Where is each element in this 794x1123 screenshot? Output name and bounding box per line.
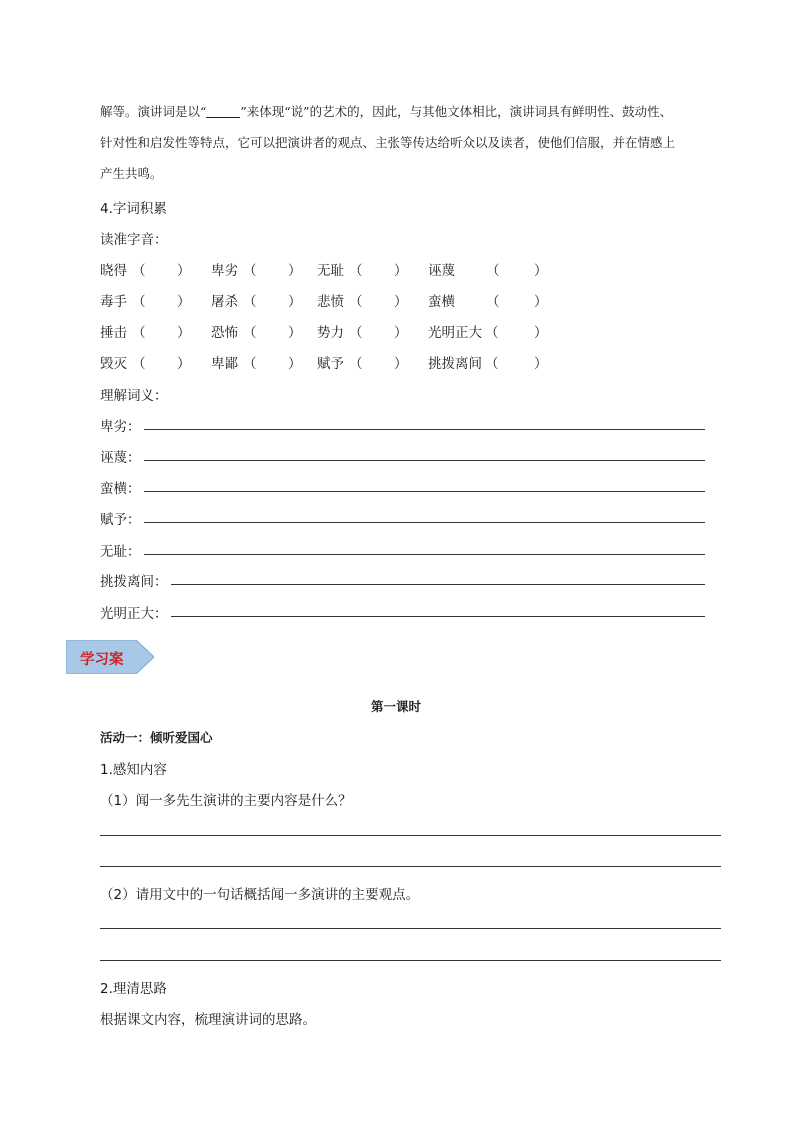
pinyin-blank-close: ） [534, 263, 548, 279]
pinyin-blank-open[interactable]: （ [243, 325, 257, 341]
pinyin-blank-open[interactable]: （ [485, 325, 499, 341]
pinyin-blank-close: ） [394, 356, 408, 372]
definition-term: 蛮横： [100, 481, 141, 497]
pronunciation-row [100, 290, 560, 310]
definition-row [100, 602, 705, 622]
q1-heading: 1.感知内容 [100, 762, 167, 778]
pronunciation-row [100, 321, 560, 341]
intro-paragraph [100, 96, 725, 189]
pinyin-blank-close: ） [288, 356, 302, 372]
pinyin-blank-open[interactable]: （ [243, 356, 257, 372]
pinyin-blank-close: ） [177, 263, 191, 279]
definition-term: 卑劣： [100, 419, 141, 435]
activity-heading: 活动一：倾听爱国心 [100, 730, 213, 745]
definition-answer-line[interactable] [144, 491, 705, 492]
pinyin-blank-open[interactable]: （ [349, 325, 363, 341]
definition-row [100, 446, 705, 466]
pinyin-blank-open[interactable]: （ [132, 263, 146, 279]
pinyin-blank-open[interactable]: （ [486, 294, 500, 310]
definition-row [100, 477, 705, 497]
definition-answer-line[interactable] [144, 522, 705, 523]
vocab-word: 晓得 [100, 263, 127, 279]
vocab-word: 挑拨离间 [428, 356, 482, 372]
vocab-heading: 4.字词积累 [100, 201, 167, 217]
q2-text: 根据课文内容，梳理演讲词的思路。 [100, 1012, 316, 1028]
definition-answer-line[interactable] [144, 429, 705, 430]
pinyin-blank-close: ） [394, 325, 408, 341]
pinyin-blank-open[interactable]: （ [243, 263, 257, 279]
q1-1-text: （1）闻一多先生演讲的主要内容是什么？ [100, 793, 352, 809]
pinyin-blank-close: ） [177, 356, 191, 372]
pinyin-blank-open[interactable]: （ [349, 263, 363, 279]
definition-answer-line[interactable] [171, 584, 705, 585]
definition-row [100, 415, 705, 435]
vocab-word: 光明正大 [428, 325, 482, 341]
pinyin-blank-open[interactable]: （ [132, 356, 146, 372]
intro-line-1 [100, 96, 725, 127]
definition-term: 光明正大： [100, 606, 168, 622]
pinyin-blank-close: ） [177, 325, 191, 341]
answer-line-2[interactable] [100, 866, 721, 867]
pinyin-blank-open[interactable]: （ [486, 263, 500, 279]
pinyin-blank-close: ） [394, 263, 408, 279]
vocab-word: 势力 [317, 325, 344, 341]
vocab-word: 捶击 [100, 325, 127, 341]
pinyin-blank-open[interactable]: （ [349, 356, 363, 372]
pronunciation-row [100, 352, 560, 372]
pinyin-blank-open[interactable]: （ [132, 325, 146, 341]
intro-line-1-start: 解等。演讲词是以“ [100, 104, 207, 119]
definition-term: 赋予： [100, 512, 141, 528]
definition-row [100, 570, 705, 590]
vocab-word: 屠杀 [211, 294, 238, 310]
intro-line-2: 针对性和启发性等特点，它可以把演讲者的观点、主张等传达给听众以及读者，使他们信服，并在情感上 [100, 135, 676, 150]
definition-row [100, 508, 705, 528]
q1-2-text: （2）请用文中的一句话概括闻一多演讲的主要观点。 [100, 887, 420, 903]
meaning-label: 理解词义： [100, 388, 168, 404]
pinyin-blank-close: ） [394, 294, 408, 310]
pinyin-blank-close: ） [288, 294, 302, 310]
answer-line-3[interactable] [100, 928, 721, 929]
lesson-title: 第一课时 [371, 699, 422, 714]
vocab-word: 恐怖 [211, 325, 238, 341]
vocab-word: 悲愤 [317, 294, 344, 310]
pinyin-blank-open[interactable]: （ [485, 356, 499, 372]
pinyin-blank-close: ） [288, 263, 302, 279]
definition-term: 无耻： [100, 544, 141, 560]
answer-line-4[interactable] [100, 960, 721, 961]
definition-term: 诬蔑： [100, 450, 141, 466]
vocab-word: 毁灭 [100, 356, 127, 372]
intro-line-1-end: ”来体现“说”的艺术的，因此，与其他文体相比，演讲词具有鲜明性、鼓动性、 [240, 104, 673, 119]
vocab-word: 无耻 [317, 263, 344, 279]
pinyin-blank-open[interactable]: （ [349, 294, 363, 310]
vocab-word: 卑劣 [211, 263, 238, 279]
pinyin-blank-close: ） [534, 356, 548, 372]
pinyin-blank-close: ） [177, 294, 191, 310]
section-tag-label: 学习案 [80, 652, 124, 668]
fill-blank[interactable] [206, 103, 240, 118]
definition-row [100, 540, 705, 560]
definition-answer-line[interactable] [144, 460, 705, 461]
vocab-word: 蛮横 [428, 294, 455, 310]
definition-answer-line[interactable] [144, 554, 705, 555]
pronunciation-label: 读准字音： [100, 232, 168, 248]
vocab-word: 诬蔑 [428, 263, 455, 279]
pinyin-blank-open[interactable]: （ [243, 294, 257, 310]
answer-line-1[interactable] [100, 835, 721, 836]
pinyin-blank-close: ） [534, 325, 548, 341]
vocab-word: 卑鄙 [211, 356, 238, 372]
pinyin-blank-close: ） [534, 294, 548, 310]
vocab-word: 赋予 [317, 356, 344, 372]
intro-line-3: 产生共鸣。 [100, 166, 163, 181]
q2-heading: 2.理清思路 [100, 981, 167, 997]
definition-term: 挑拨离间： [100, 574, 168, 590]
definition-answer-line[interactable] [171, 616, 705, 617]
pronunciation-row [100, 259, 560, 279]
vocab-word: 毒手 [100, 294, 127, 310]
pinyin-blank-open[interactable]: （ [132, 294, 146, 310]
pinyin-blank-close: ） [288, 325, 302, 341]
